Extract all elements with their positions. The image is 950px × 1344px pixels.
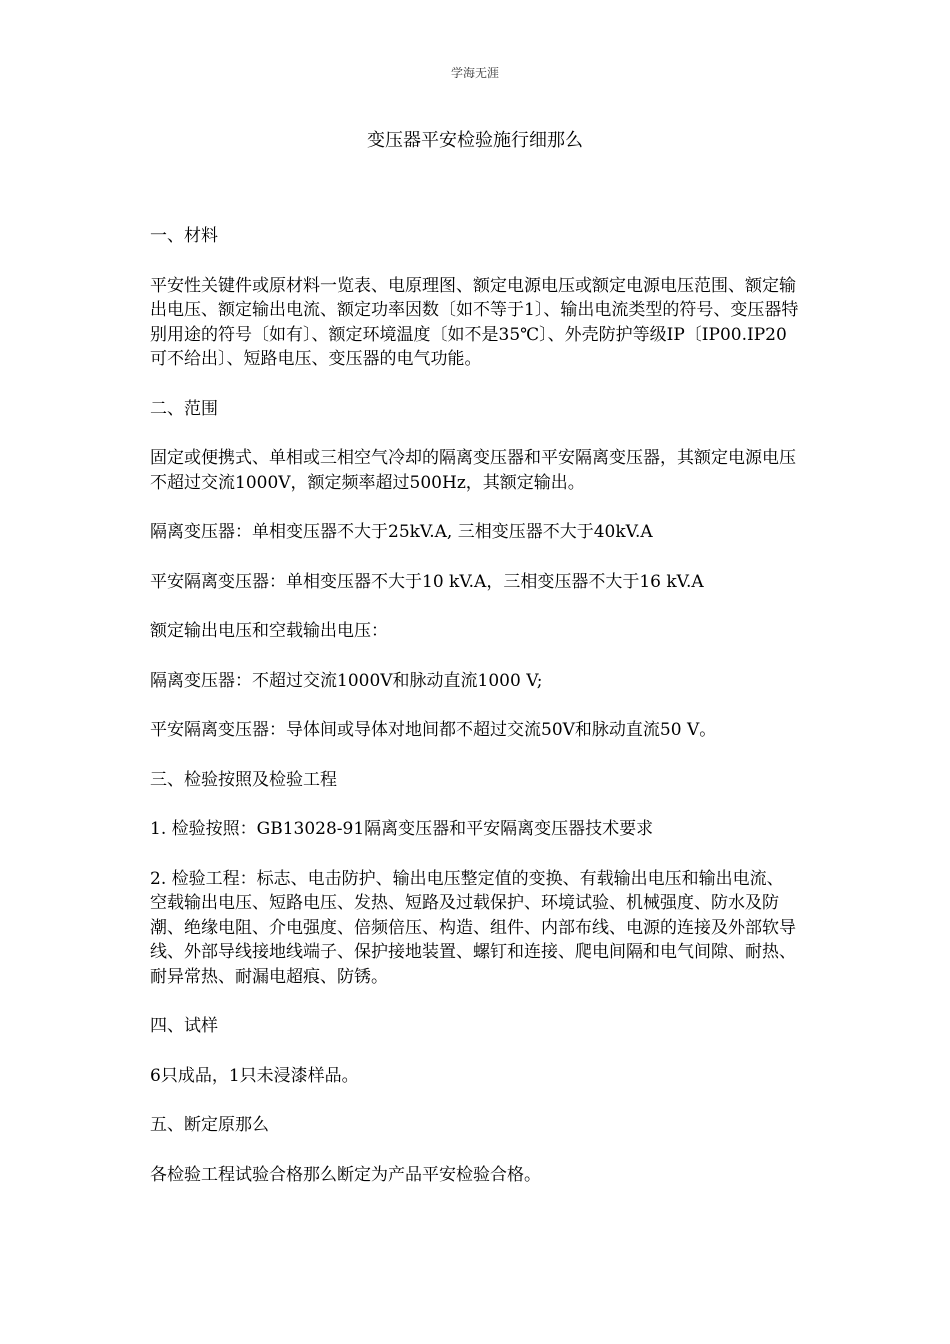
- section-heading-scope: 二、范围: [150, 398, 218, 419]
- section-heading-materials: 一、材料: [150, 226, 218, 246]
- paragraph-safety-transformer-voltage: 平安隔离变压器：导体间或导体对地间都不超过交流50V和脉动直流50 V。: [150, 720, 717, 740]
- paragraph-materials: 平安性关键件或原材料一览表、电原理图、额定电源电压或额定电源电压范围、额定输出电压、额定输出电流、额定功率因数〔如不等于1〕、输出电流类型的符号、变压器特别用途的符号〔如有〕、额定环境温度〔如不是35℃〕、外壳防护等级IP〔IP00.IP20可不给出〕、短路电压、变压器的电气功能。: [150, 275, 799, 369]
- paragraph-safety-transformer-rating: 平安隔离变压器：单相变压器不大于10 kV.A，三相变压器不大于16 kV.A: [150, 571, 704, 592]
- paragraph-judgement: 各检验工程试验合格那么断定为产品平安检验合格。: [150, 1164, 541, 1185]
- paragraph-isolation-transformer-voltage: 隔离变压器：不超过交流1000V和脉动直流1000 V;: [150, 670, 543, 691]
- section-heading-judgement: 五、断定原那么: [150, 1115, 269, 1135]
- paragraph-output-voltage-heading: 额定输出电压和空载输出电压：: [150, 621, 388, 641]
- page-header: 学海无涯: [450, 66, 499, 80]
- document-title: 变压器平安检验施行细那么: [367, 130, 583, 151]
- paragraph-scope: 固定或便携式、单相或三相空气冷却的隔离变压器和平安隔离变压器，其额定电源电压不超过交流1000V，额定频率超过500Hz，其额定输出。: [150, 448, 796, 493]
- paragraph-isolation-transformer-rating: 隔离变压器：单相变压器不大于25kV.A, 三相变压器不大于40kV.A: [150, 522, 653, 542]
- paragraph-samples: 6只成品，1只未浸漆样品。: [150, 1065, 359, 1086]
- paragraph-inspection-items: 2. 检验工程：标志、电击防护、输出电压整定值的变换、有载输出电压和输出电流、空载输出电压、短路电压、发热、短路及过载保护、环境试验、机械强度、防水及防潮、绝缘电阻、介电强度、倍频倍压、构造、组件、内部布线、电源的连接及外部软导线、外部导线接地线端子、保护接地装置、螺钉和连接、爬电间隔和电气间隙、耐热、耐异常热、耐漏电超痕、防锈。: [150, 868, 796, 987]
- document-body: [150, 224, 800, 1212]
- section-heading-inspection: 三、检验按照及检验工程: [150, 769, 337, 790]
- paragraph-inspection-basis: 1. 检验按照：GB13028-91隔离变压器和平安隔离变压器技术要求: [150, 819, 654, 839]
- section-heading-samples: 四、试样: [150, 1016, 218, 1036]
